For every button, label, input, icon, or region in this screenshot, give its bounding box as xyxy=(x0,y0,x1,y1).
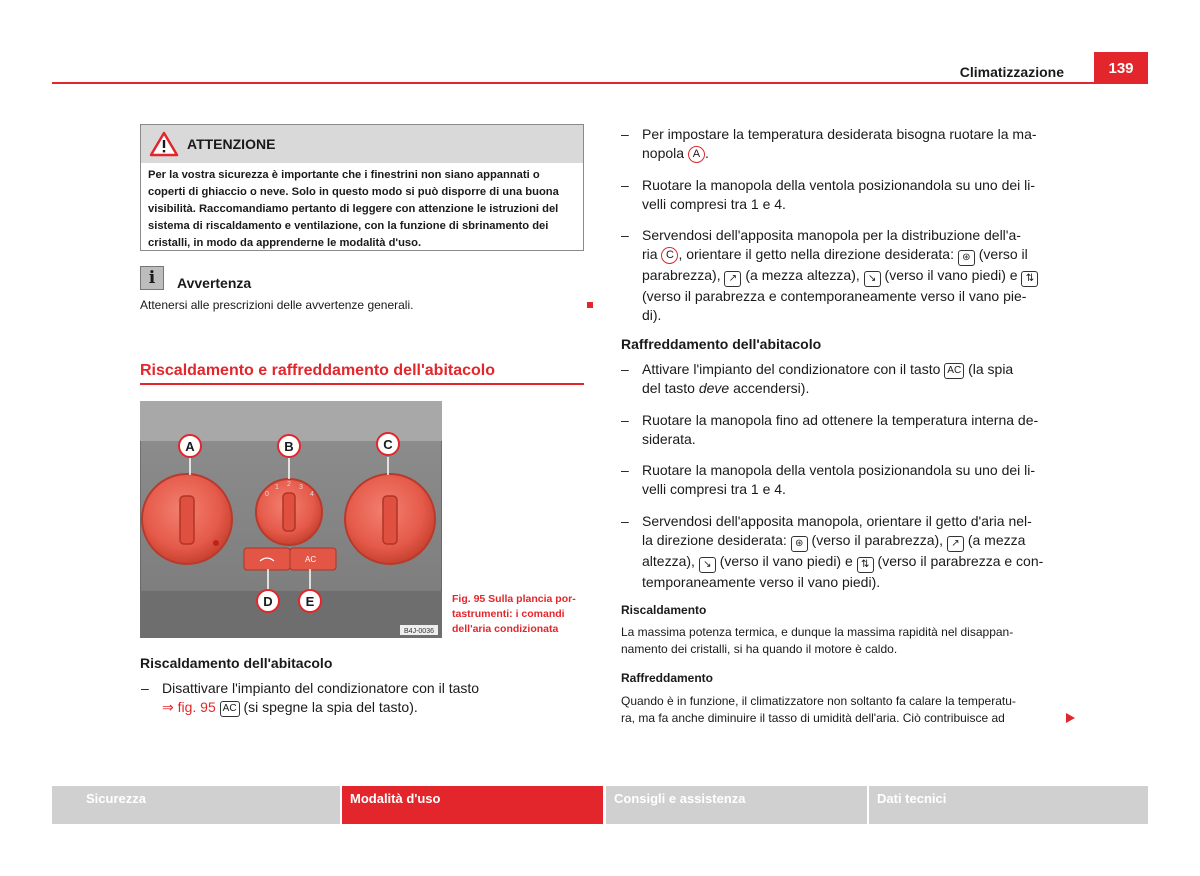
ac-key: AC xyxy=(220,701,240,717)
fan-step-3: 3 xyxy=(299,484,303,491)
continue-arrow-icon xyxy=(1066,713,1075,723)
ac-key: AC xyxy=(944,363,964,379)
list-item: – Disattivare l'impianto del condizionatore con il tasto ⇒ fig. 95 AC (si spegne la spia del tasto). xyxy=(141,680,480,715)
list-item: – Ruotare la manopola della ventola posizionandola su uno dei li- velli compresi tra 1 e 4. xyxy=(621,177,1036,212)
callout-e xyxy=(299,590,321,612)
footwell-icon: ↘ xyxy=(699,557,716,573)
svg-text:E: E xyxy=(305,594,315,609)
figure-link[interactable]: ⇒ fig. 95 xyxy=(162,699,216,715)
subheading-cooling: Raffreddamento dell'abitacolo xyxy=(621,336,822,352)
figure-caption: Fig. 95 Sulla plancia por- tastrumenti: i comandi dell'aria condizionata xyxy=(452,593,576,635)
footer-tab-sicurezza[interactable]: Sicurezza xyxy=(52,786,340,824)
paragraph-heating: La massima potenza termica, e dunque la massima rapidità nel disappan- namento dei cristalli, si ha quando il motore è caldo. xyxy=(621,625,1014,656)
heading-cooling: Raffreddamento xyxy=(621,671,714,685)
knob-a xyxy=(142,474,232,564)
windshield-icon: ⊛ xyxy=(791,536,808,552)
knob-c xyxy=(345,474,435,564)
svg-text:B: B xyxy=(284,439,294,454)
callout-d xyxy=(257,590,279,612)
list-item: – Attivare l'impianto del condizionatore con il tasto AC (la spia del tasto deve accendersi). xyxy=(621,361,1014,396)
section-heading: Riscaldamento e raffreddamento dell'abitacolo xyxy=(140,362,495,379)
fan-step-4: 4 xyxy=(310,491,314,498)
warning-text: Per la vostra sicurezza è importante che i finestrini non siano appannati o coperti di ghiaccio o neve. Solo in questo modo si può disporre di una buona visibilità. Raccomandiamo pertanto di leggere con attenzione le istruzioni del sistema di riscaldamento e ventilazione, con la funzione di sbrinamento dei cristalli, in modo da apprenderne le modalità d'uso. xyxy=(148,169,559,249)
list-item: – Servendosi dell'apposita manopola, orientare il getto d'aria nel- la direzione desiderata: ⊛ (verso il parabrezza), ↗ (a mezza altezza), ↘ (verso il vano piedi) e ⇅ (verso il parabrezza e con- temporaneamente verso il vano piedi). xyxy=(621,513,1044,590)
fan-step-1: 1 xyxy=(275,484,279,491)
header-rule xyxy=(52,82,1148,84)
end-marker xyxy=(587,302,593,308)
heading-heating: Riscaldamento xyxy=(621,603,707,617)
footer-tab-consigli[interactable]: Consigli e assistenza xyxy=(606,786,867,824)
ac-button-label: AC xyxy=(305,555,317,564)
footer-tab-dati-tecnici[interactable]: Dati tecnici xyxy=(869,786,1148,824)
warning-title: ATTENZIONE xyxy=(187,136,276,152)
svg-text:A: A xyxy=(185,439,195,454)
note-title: Avvertenza xyxy=(177,275,252,291)
svg-text:C: C xyxy=(383,437,393,452)
page-number: 139 xyxy=(1094,52,1148,84)
note-text: Attenersi alle prescrizioni delle avvertenze generali. xyxy=(140,298,414,312)
mid-height-icon: ↗ xyxy=(947,536,964,552)
warning-header xyxy=(141,125,583,163)
footer-tab-modalita-uso[interactable]: Modalità d'uso xyxy=(342,786,603,824)
fan-step-2: 2 xyxy=(287,481,291,488)
fan-step-0: 0 xyxy=(265,491,269,498)
chapter-title: Climatizzazione xyxy=(959,64,1064,80)
svg-text:D: D xyxy=(263,594,273,609)
windshield-footwell-icon: ⇅ xyxy=(857,557,874,573)
list-item: – Servendosi dell'apposita manopola per la distribuzione dell'a- ria C , orientare il getto nella direzione desiderata: ⊛ (verso il parabrezza), ↗ (a mezza altezza), ↘ (verso il vano piedi) e ⇅ (verso il parabrezza e contemporaneamente verso il vano pie- di). xyxy=(642,226,1072,325)
info-icon: i xyxy=(140,266,164,290)
knob-c-ref: C xyxy=(661,247,678,264)
figure-95 xyxy=(140,401,442,638)
callout-b xyxy=(278,435,300,457)
knob-b xyxy=(256,479,322,545)
warning-box xyxy=(140,124,584,251)
footwell-icon: ↘ xyxy=(864,271,881,287)
section-rule xyxy=(140,383,584,385)
windshield-icon: ⊛ xyxy=(958,250,975,266)
knob-a-ref: A xyxy=(688,146,705,163)
list-item: – Ruotare la manopola fino ad ottenere la temperatura interna de- siderata. xyxy=(621,412,1039,447)
list-item: – Per impostare la temperatura desiderata bisogna ruotare la ma- nopola A . xyxy=(621,126,1037,161)
figure-code: B4J-0036 xyxy=(404,628,434,635)
button-d xyxy=(244,548,290,570)
paragraph-cooling: Quando è in funzione, il climatizzatore non soltanto fa calare la temperatu- ra, ma fa anche diminuire il tasso di umidità dell'aria. Ciò contribuisce ad xyxy=(621,694,1016,725)
subheading-heating: Riscaldamento dell'abitacolo xyxy=(140,655,333,671)
windshield-footwell-icon: ⇅ xyxy=(1021,271,1038,287)
callout-a xyxy=(179,435,201,457)
list-item: – Ruotare la manopola della ventola posizionandola su uno dei li- velli compresi tra 1 e 4. xyxy=(621,462,1036,497)
warning-triangle-icon xyxy=(149,131,179,157)
callout-c xyxy=(377,433,399,455)
mid-height-icon: ↗ xyxy=(724,271,741,287)
